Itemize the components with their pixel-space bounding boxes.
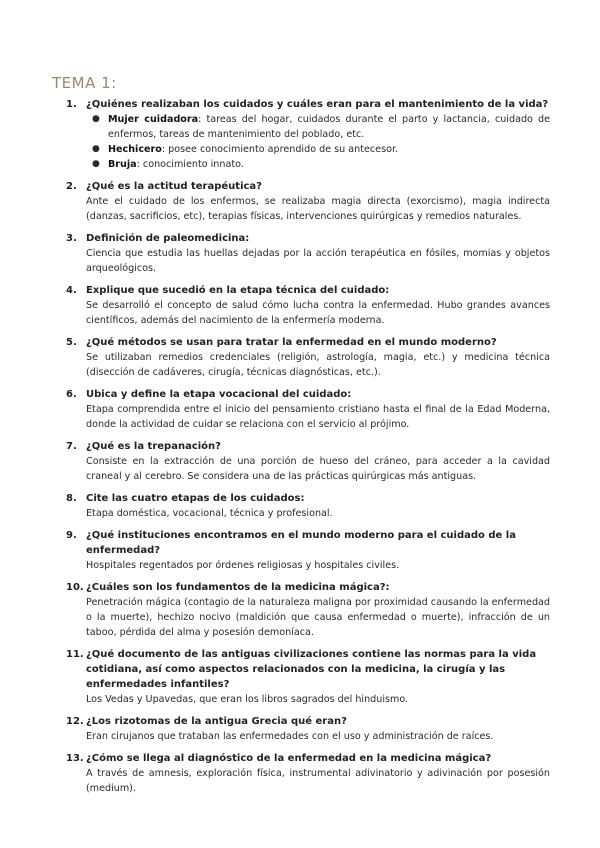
answer-text: Penetración mágica (contagio de la naturaleza maligna por proximidad causando la enfermedad o la muerte), hechizo nocivo (maldición que causa enfermedad o muerte), infracción de un taboo, pérdida del alma y posesión demoníaca. [86,597,550,638]
question-text: ¿Qué instituciones encontramos en el mundo moderno para el cuidado de la enfermedad? [86,530,516,556]
question-item-3 [66,231,550,276]
question-item-11 [66,647,550,707]
question-number: 12. [66,716,84,727]
question-number: 1. [66,99,77,110]
question-item-8 [66,491,550,521]
answer-text: Se utilizaban remedios credenciales (religión, astrología, magia, etc.) y medicina técnica (disección de cadáveres, cirugía, técnicas diagnósticas, etc.). [86,352,550,378]
answer-bullet-list [92,112,550,172]
question-number: 4. [66,285,77,296]
question-item-2 [66,179,550,224]
question-text: ¿Los rizotomas de la antigua Grecia qué eran? [86,716,347,727]
question-text: ¿Qué métodos se usan para tratar la enfermedad en el mundo moderno? [86,337,497,348]
question-text: Cite las cuatro etapas de los cuidados: [86,493,305,504]
answer-text: Ante el cuidado de los enfermos, se realizaba magia directa (exorcismo), magia indirecta (danzas, sacrificios, etc), terapias físicas, intervenciones quirúrgicas y remedios naturales. [86,196,550,222]
bullet-text: : posee conocimiento aprendido de su antecesor. [161,144,399,155]
bullet-icon: ● [92,159,100,169]
question-number: 7. [66,441,77,452]
question-text: Explique que sucedió en la etapa técnica del cuidado: [86,285,390,296]
question-number: 11. [66,649,84,660]
bullet-term: Mujer cuidadora [108,114,199,125]
question-item-1 [66,97,550,172]
question-item-7 [66,439,550,484]
question-item-12 [66,714,550,744]
answer-text: Etapa comprendida entre el inicio del pensamiento cristiano hasta el final de la Edad Moderna, donde la actividad de cuidar se relaciona con el servicio al prójimo. [86,404,550,430]
bullet-icon: ● [92,114,100,124]
question-number: 3. [66,233,77,244]
question-text: ¿Cuáles son los fundamentos de la medicina mágica?: [86,582,390,593]
question-item-5 [66,335,550,380]
question-text: ¿Quiénes realizaban los cuidados y cuáles eran para el mantenimiento de la vida? [86,99,549,110]
bullet-term: Bruja [108,159,137,170]
bullet-item [92,112,550,142]
question-item-4 [66,283,550,328]
answer-text: Etapa doméstica, vocacional, técnica y profesional. [86,508,333,519]
bullet-icon: ● [92,144,100,154]
answer-text: Eran cirujanos que trataban las enfermedades con el uso y administración de raíces. [86,731,494,742]
bullet-item [92,157,550,172]
answer-text: Hospitales regentados por órdenes religiosas y hospitales civiles. [86,560,400,571]
page-title: TEMA 1: [52,74,117,92]
question-number: 9. [66,530,77,541]
answer-text: Los Vedas y Upavedas, que eran los libros sagrados del hinduismo. [86,694,409,705]
question-item-10 [66,580,550,640]
bullet-text: : tareas del hogar, cuidados durante el parto y lactancia, cuidado de enfermos, tareas de mantenimiento del poblado, etc. [108,114,550,140]
question-item-6 [66,387,550,432]
question-text: Definición de paleomedicina: [86,233,250,244]
question-text: ¿Cómo se llega al diagnóstico de la enfermedad en la medicina mágica? [86,753,492,764]
question-item-13 [66,751,550,796]
answer-text: A través de amnesis, exploración física, instrumental adivinatorio y adivinación por posesión (medium). [86,768,550,794]
answer-text: Ciencia que estudia las huellas dejadas por la acción terapéutica en fósiles, momias y objetos arqueológicos. [86,248,550,274]
question-number: 10. [66,582,84,593]
answer-text: Se desarrolló el concepto de salud cómo lucha contra la enfermedad. Hubo grandes avances científicos, además del nacimiento de la enfermería moderna. [86,300,550,326]
answer-text: Consiste en la extracción de una porción de hueso del cráneo, para acceder a la cavidad craneal y al cerebro. Se considera una de las prácticas quirúrgicas más antiguas. [86,456,550,482]
bullet-text: : conocimiento innato. [136,159,244,170]
question-number: 8. [66,493,77,504]
question-text: ¿Qué documento de las antiguas civilizaciones contiene las normas para la vida cotidiana, así como aspectos relacionados con la medicina, la cirugía y las enfermedades infantiles? [86,649,537,690]
question-number: 6. [66,389,77,400]
question-number: 5. [66,337,77,348]
question-text: ¿Qué es la trepanación? [86,441,221,452]
question-item-9 [66,528,550,573]
question-number: 13. [66,753,84,764]
bullet-item [92,142,550,157]
question-list [66,97,550,803]
question-number: 2. [66,181,77,192]
bullet-term: Hechicero [108,144,162,155]
question-text: ¿Qué es la actitud terapéutica? [86,181,262,192]
question-text: Ubica y define la etapa vocacional del cuidado: [86,389,352,400]
